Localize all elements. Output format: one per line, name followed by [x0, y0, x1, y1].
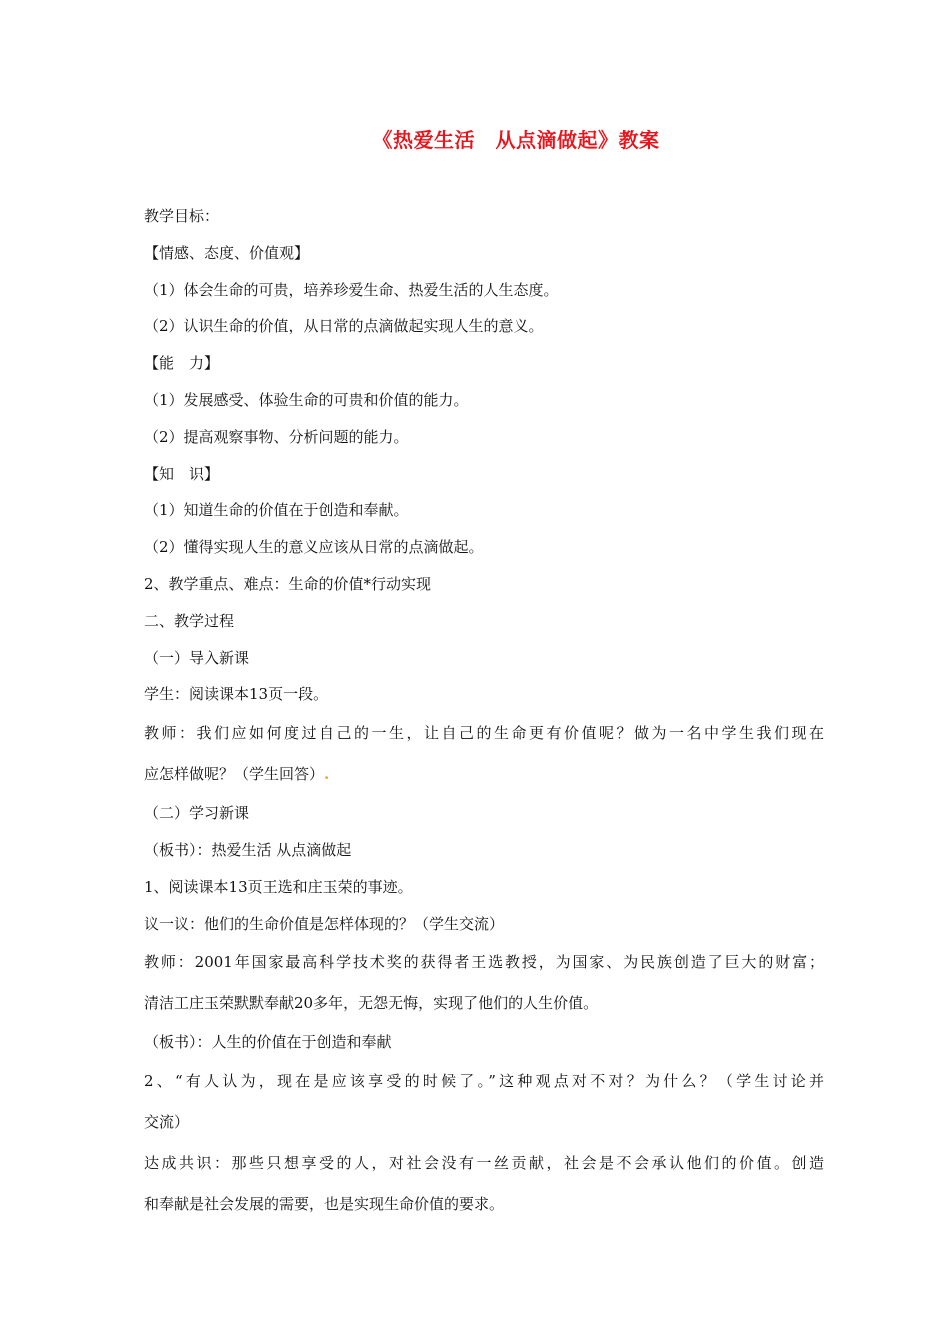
text-line: [144, 754, 824, 795]
text-line: （1）知道生命的价值在于创造和奉献。: [144, 501, 409, 520]
text-line: （2）提高观察事物、分析问题的能力。: [144, 427, 409, 446]
accent-dot: .: [324, 765, 330, 784]
text-line: 清洁工庄玉荣默默奉献20多年，无怨无悔，实现了他们的人生价值。: [144, 994, 599, 1013]
text-line: 和奉献是社会发展的需要，也是实现生命价值的要求。: [144, 1195, 505, 1214]
document-title: 《热爱生活 从点滴做起》教案: [372, 128, 660, 152]
text-line: 议一议：他们的生命价值是怎样体现的？（学生交流）: [144, 914, 505, 933]
text-line: 学生：阅读课本13页一段。: [144, 685, 329, 704]
text-line: （1）发展感受、体验生命的可贵和价值的能力。: [144, 390, 469, 409]
text-line: 二、教学过程: [144, 611, 235, 630]
text-line: （2）认识生命的价值，从日常的点滴做起实现人生的意义。: [144, 317, 544, 336]
text-line: 2、“有人认为，现在是应该享受的时候了。”这种观点对不对？为什么？（学生讨论并: [144, 1072, 824, 1091]
text-span: 应怎样做呢？（学生回答）: [144, 765, 325, 784]
text-line: （二）学习新课: [144, 804, 250, 823]
text-line: （板书）：人生的价值在于创造和奉献: [144, 1033, 392, 1052]
text-line: （一）导入新课: [144, 648, 250, 667]
text-line: 教师：2001年国家最高科学技术奖的获得者王选教授，为国家、为民族创造了巨大的财富；: [144, 953, 824, 972]
section-heading: 【能 力】: [144, 354, 220, 373]
document-body: [144, 198, 824, 1225]
text-line: （板书）：热爱生活 从点滴做起: [144, 840, 352, 859]
text-line: 达成共识：那些只想享受的人，对社会没有一丝贡献，社会是不会承认他们的价值。创造: [144, 1154, 824, 1173]
text-line: （1）体会生命的可贵，培养珍爱生命、热爱生活的人生态度。: [144, 280, 559, 299]
text-line: 交流）: [144, 1113, 190, 1132]
text-line: 教学目标：: [144, 207, 220, 225]
text-line: 2、教学重点、难点：生命的价值*行动实现: [144, 574, 432, 593]
text-line: 教师：我们应如何度过自己的一生，让自己的生命更有价值呢？做为一名中学生我们现在: [144, 724, 824, 743]
text-line: 1、阅读课本13页王选和庄玉荣的事迹。: [144, 877, 413, 896]
section-heading: 【知 识】: [144, 464, 220, 483]
text-line: （2）懂得实现人生的意义应该从日常的点滴做起。: [144, 538, 484, 557]
section-heading: 【情感、态度、价值观】: [144, 243, 310, 262]
